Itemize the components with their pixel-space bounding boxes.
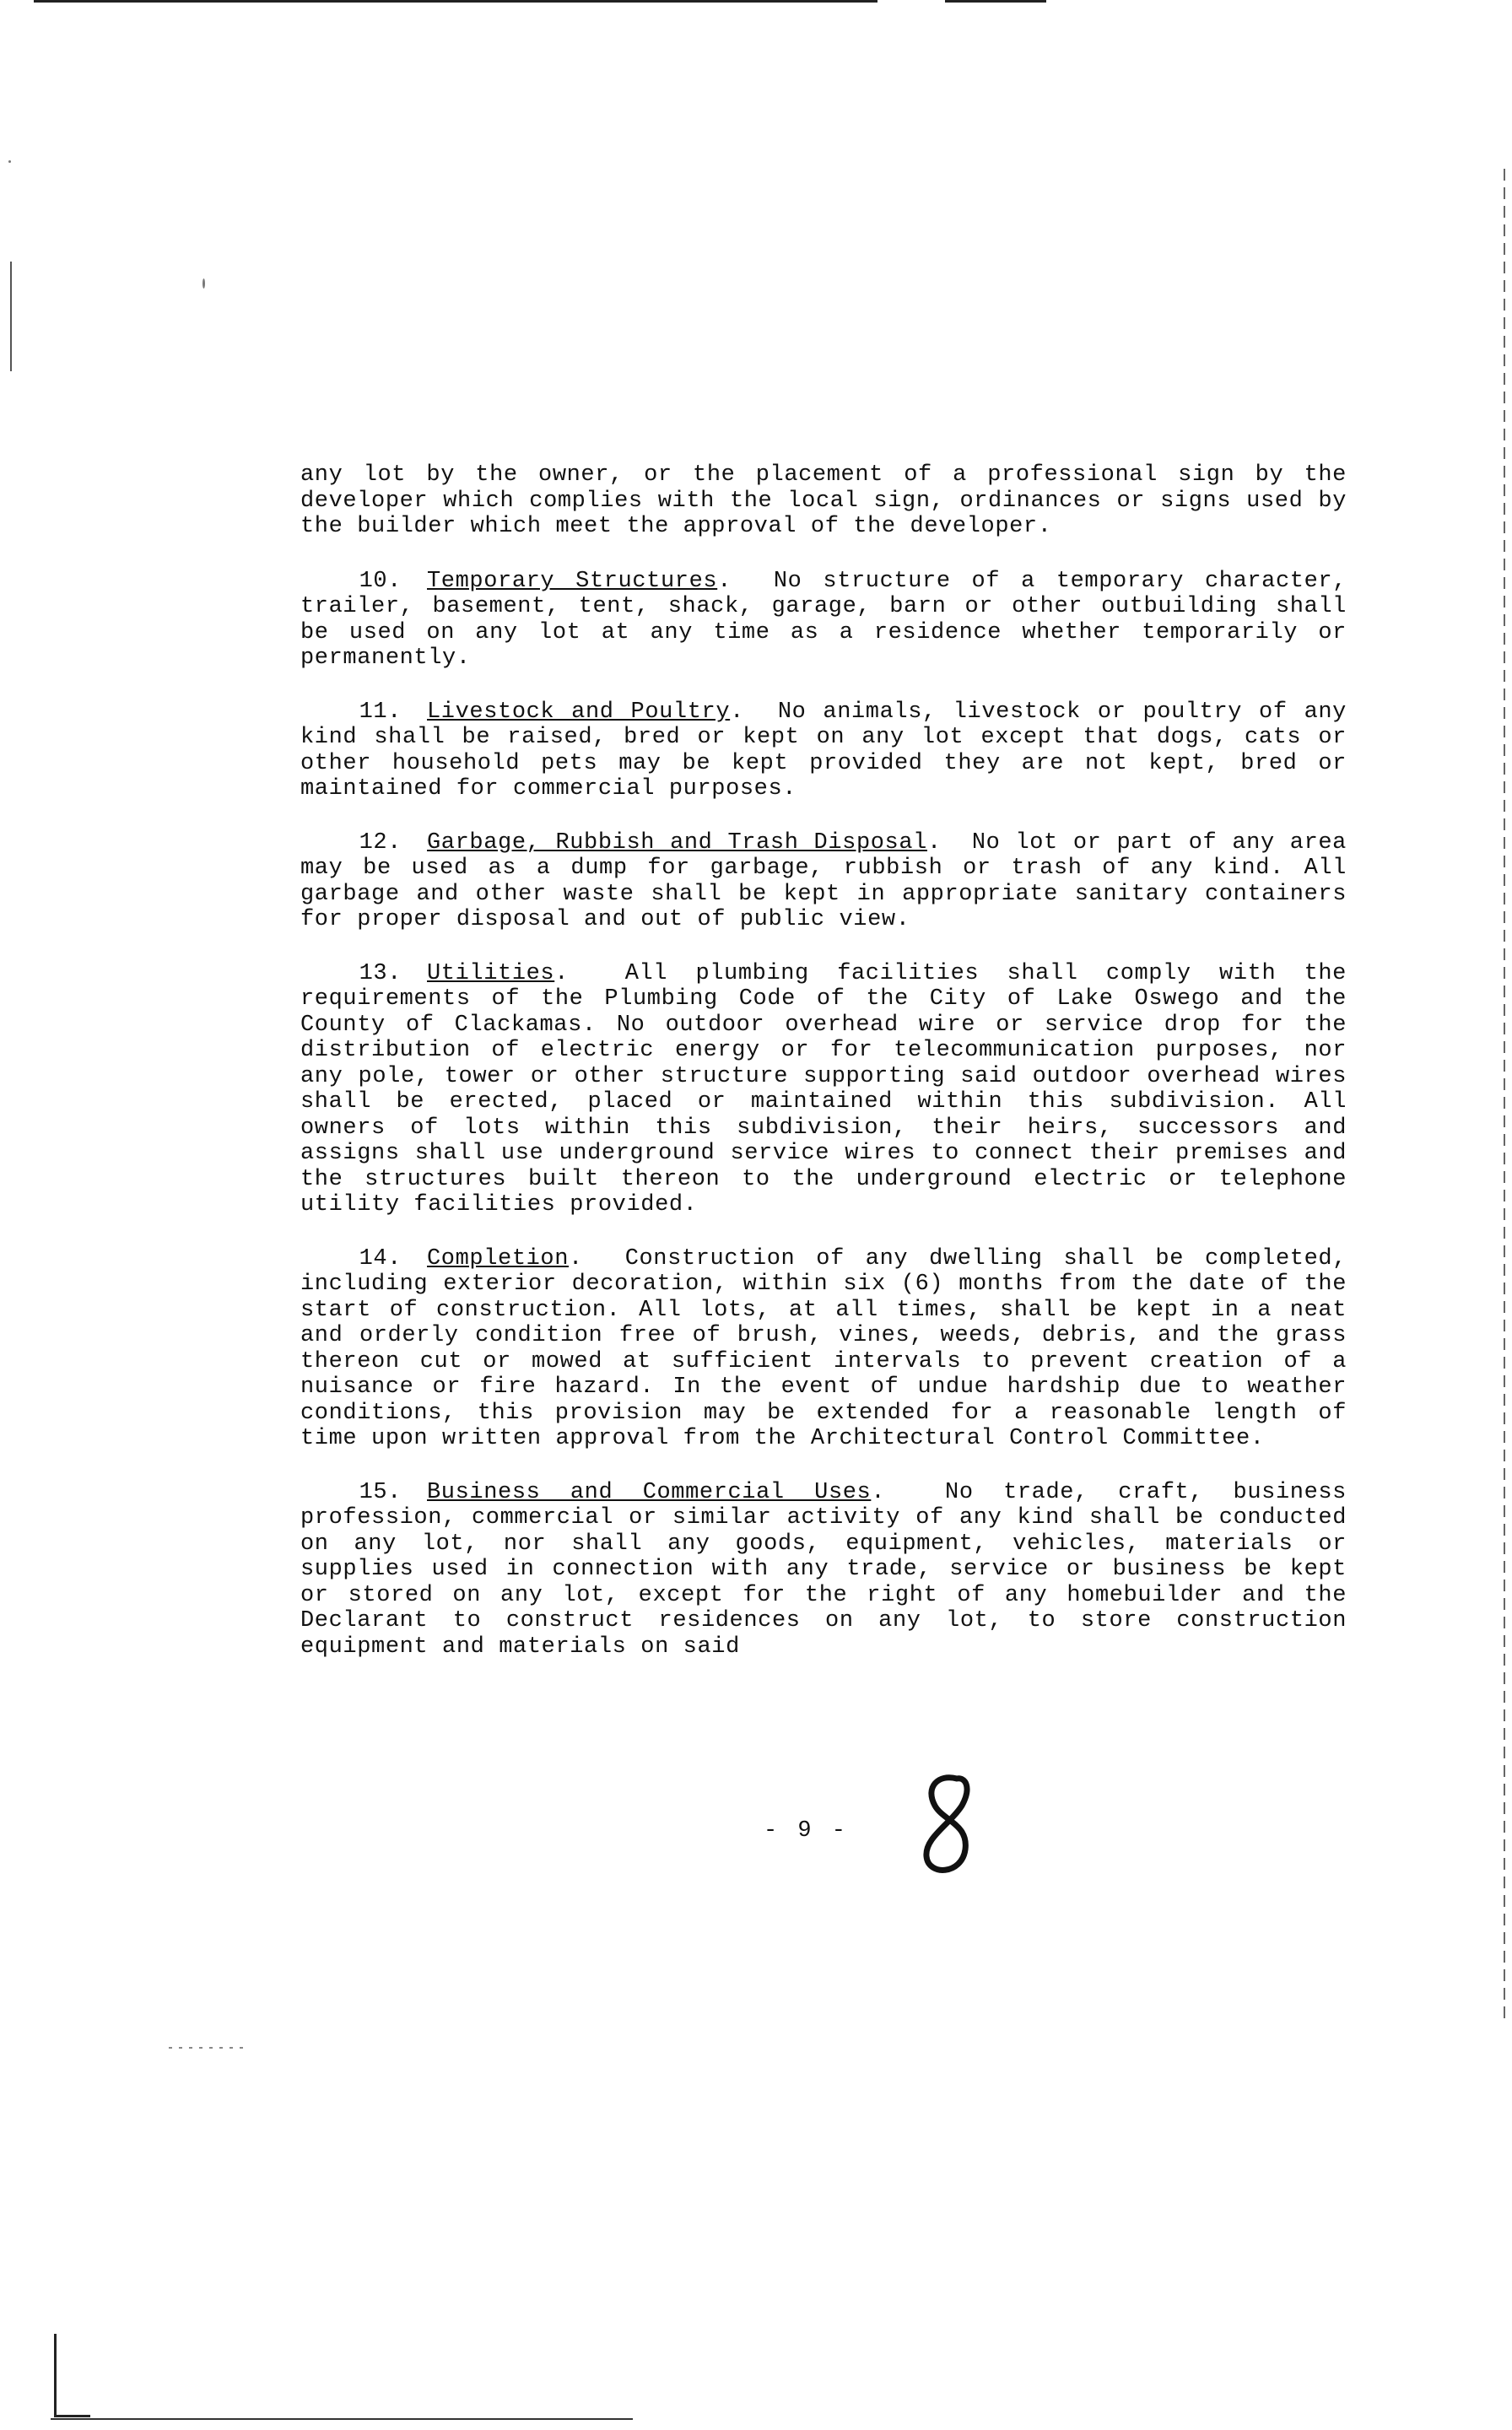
section-14: 14. Completion. Construction of any dwelling shall be completed, including exterior decoration, within six (6) months from the date of the start of construction. All lots, at all times, shall be kept in a neat and orderly condition free of brush, vines, weeds, debris, and the grass thereon cut or mowed at sufficient intervals to prevent creation of a nuisance or fire hazard. In the event of undue hardship due to weather conditions, this provision may be extended for a reasonable length of time upon written approval from the Architectural Control Committee.	[300, 1245, 1347, 1451]
section-heading: Garbage, Rubbish and Trash Disposal	[427, 829, 927, 856]
scan-left-mark	[10, 262, 12, 371]
section-body: No animals, livestock or poultry of any kind shall be raised, bred or kept on any lot except that dogs, cats or other household pets may be kept provided they are not kept, bred or maintained for commercial purposes.	[300, 699, 1347, 802]
section-number: 12.	[359, 829, 402, 856]
section-number: 13.	[359, 960, 402, 986]
section-11: 11. Livestock and Poultry. No animals, livestock or poultry of any kind shall be raised, bred or kept on any lot except that dogs, cats or other household pets may be kept provided they are not kept, bred or maintained for commercial purposes.	[300, 699, 1347, 802]
scan-speck	[202, 278, 205, 289]
section-body: No trade, craft, business profession, commercial or similar activity of any kind shall be conducted on any lot, nor shall any goods, equipment, vehicles, materials or supplies used in connection with any trade, service or business be kept or stored on any lot, except for the right of any homebuilder and the Declarant to construct residences on any lot, to store construction equipment and materials on said	[300, 1479, 1347, 1660]
section-12: 12. Garbage, Rubbish and Trash Disposal. No lot or part of any area may be used as a dump for garbage, rubbish or trash of any kind. All garbage and other waste shall be kept in appropriate sanitary containers for proper disposal and out of public view.	[300, 829, 1347, 932]
page-number: - 9 -	[764, 1818, 850, 1844]
section-15: 15. Business and Commercial Uses. No trade, craft, business profession, commercial or similar activity of any kind shall be conducted on any lot, nor shall any goods, equipment, vehicles, materials or supplies used in connection with any trade, service or business be kept or stored on any lot, except for the right of any homebuilder and the Declarant to construct residences on any lot, to store construction equipment and materials on said	[300, 1479, 1347, 1660]
section-body: No lot or part of any area may be used as a dump for garbage, rubbish or trash of any kind. All garbage and other waste shall be kept in appropriate sanitary containers for proper disposal and out of public view.	[300, 829, 1347, 932]
section-body: All plumbing facilities shall comply with the requirements of the Plumbing Code of the City of Lake Oswego and the County of Clackamas. No outdoor overhead wire or service drop for the distribution of electric energy or for telecommunication purposes, nor any pole, tower or other structure supporting said outdoor overhead wires shall be erected, placed or maintained within this subdivision. All owners of lots within this subdivision, their heirs, successors and assigns shall use underground service wires to connect their premises and the structures built thereon to the underground electric or telephone utility facilities provided.	[300, 960, 1347, 1218]
section-heading: Business and Commercial Uses	[427, 1479, 872, 1505]
handwritten-page-mark	[913, 1772, 980, 1882]
section-10: 10. Temporary Structures. No structure of a temporary character, trailer, basement, tent, shack, garage, barn or other outbuilding shall be used on any lot at any time as a residence whether temporarily or permanently.	[300, 568, 1347, 671]
section-heading: Utilities	[427, 960, 555, 986]
scan-bottom-edge	[51, 2418, 633, 2420]
section-number: 10.	[359, 568, 402, 594]
scan-top-edge	[34, 0, 878, 3]
scan-speck	[8, 160, 11, 163]
section-body: No structure of a temporary character, trailer, basement, tent, shack, garage, barn or other outbuilding shall be used on any lot at any time as a residence whether temporarily or permanently.	[300, 568, 1347, 671]
scan-bottom-bracket	[54, 2334, 90, 2417]
section-13: 13. Utilities. All plumbing facilities shall comply with the requirements of the Plumbing Code of the City of Lake Oswego and the County of Clackamas. No outdoor overhead wire or service drop for the distribution of electric energy or for telecommunication purposes, nor any pole, tower or other structure supporting said outdoor overhead wires shall be erected, placed or maintained within this subdivision. All owners of lots within this subdivision, their heirs, successors and assigns shall use underground service wires to connect their premises and the structures built thereon to the underground electric or telephone utility facilities provided.	[300, 960, 1347, 1218]
scan-right-edge	[1504, 169, 1505, 2025]
scan-top-edge-fragment	[945, 0, 1046, 3]
section-heading: Completion	[427, 1245, 570, 1272]
section-body: Construction of any dwelling shall be completed, including exterior decoration, within six (6) months from the date of the start of construction. All lots, at all times, shall be kept in a neat and orderly condition free of brush, vines, weeds, debris, and the grass thereon cut or mowed at sufficient intervals to prevent creation of a nuisance or fire hazard. In the event of undue hardship due to weather conditions, this provision may be extended for a reasonable length of time upon written approval from the Architectural Control Committee.	[300, 1245, 1347, 1451]
section-number: 14.	[359, 1245, 402, 1272]
section-heading: Livestock and Poultry	[427, 699, 731, 725]
section-number: 15.	[359, 1479, 402, 1505]
intro-continuation: any lot by the owner, or the placement of a professional sign by the developer which complies with the local sign, ordinances or signs used by the builder which meet the approval of the developer.	[300, 462, 1347, 539]
section-heading: Temporary Structures	[427, 568, 718, 594]
scan-speck	[169, 2047, 245, 2049]
document-body	[300, 462, 1347, 1688]
section-number: 11.	[359, 699, 402, 725]
